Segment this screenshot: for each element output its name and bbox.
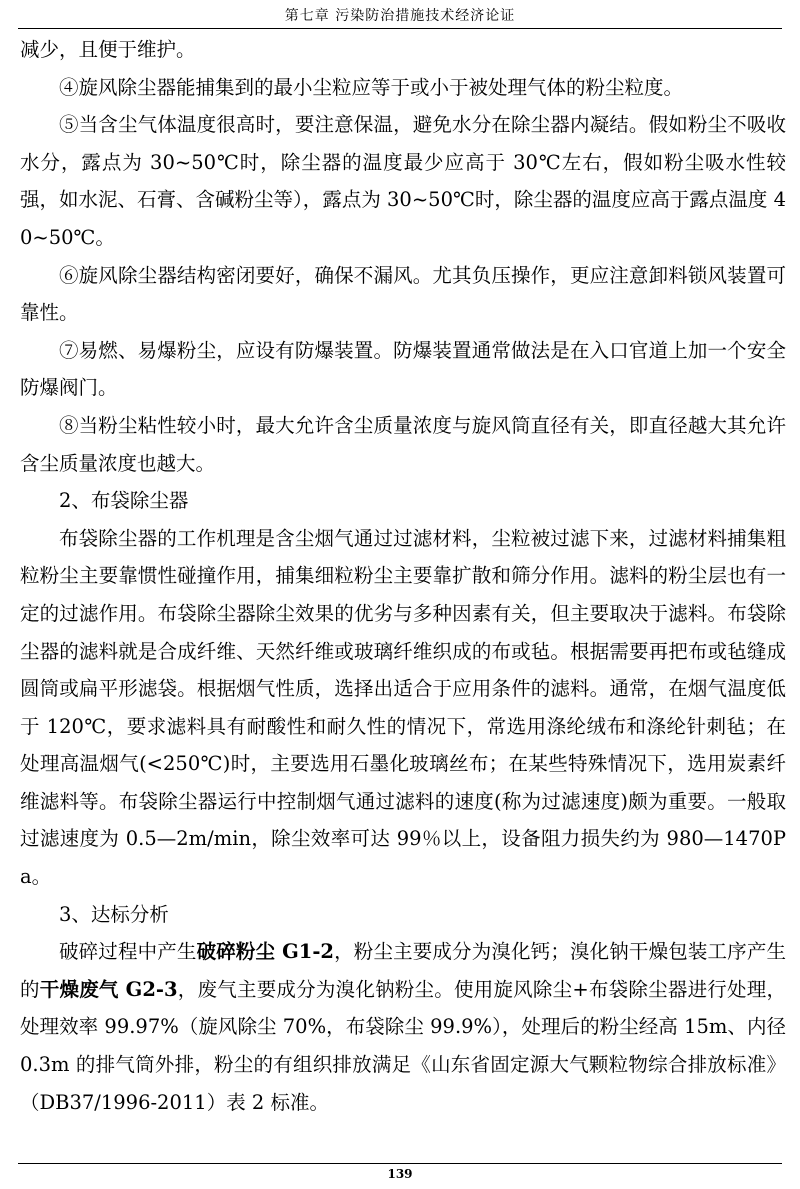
- section-heading-compliance: 3、达标分析: [59, 902, 169, 926]
- emission-source-g1-2: 破碎粉尘 G1-2: [196, 940, 334, 964]
- running-header: 第七章 污染防治措施技术经济论证: [18, 6, 782, 29]
- emission-source-g2-3: 干燥废气 G2-3: [39, 977, 178, 1001]
- page-number: 139: [387, 1167, 413, 1181]
- page-body: [20, 31, 786, 1121]
- paragraph-compliance: [20, 933, 786, 1121]
- paragraph-bag-filter: 布袋除尘器的工作机理是含尘烟气通过过滤材料，尘粒被过滤下来，过滤材料捕集粗粒粉尘主要靠惯性碰撞作用，捕集细粒粉尘主要靠扩散和筛分作用。滤料的粉尘层也有一定的过滤作用。布袋除尘器除尘效果的优劣与多种因素有关，但主要取决于滤料。布袋除尘器的滤料就是合成纤维、天然纤维或玻璃纤维织成的布或毡。根据需要再把布或毡缝成圆筒或扁平形滤袋。根据烟气性质，选择出适合于应用条件的滤料。通常，在烟气温度低于 120℃，要求滤料具有耐酸性和耐久性的情况下，常选用涤纶绒布和涤纶针刺毡；在处理高温烟气(<250℃)时，主要选用石墨化玻璃丝布；在某些特殊情况下，选用炭素纤维滤料等。布袋除尘器运行中控制烟气通过滤料的速度(称为过滤速度)颇为重要。一般取过滤速度为 0.5—2m/min，除尘效率可达 99％以上，设备阻力损失约为 980—1470Pa。: [20, 526, 786, 889]
- compliance-text-2: ，粉尘主要成分为溴化钙；溴化钠干燥包装工序产生的: [20, 940, 786, 1001]
- section-heading-bag-filter: 2、布袋除尘器: [59, 489, 189, 513]
- paragraph-item-5: ⑤当含尘气体温度很高时，要注意保温，避免水分在除尘器内凝结。假如粉尘不吸收水分，露点为 30~50℃时，除尘器的温度最少应高于 30℃左右，假如粉尘吸水性较强，如水泥、石膏、含碱粉尘等），露点为 30~50℃时，除尘器的温度应高于露点温度 40~50℃。: [20, 113, 786, 249]
- paragraph-item-6: ⑥旋风除尘器结构密闭要好，确保不漏风。尤其负压操作，更应注意卸料锁风装置可靠性。: [20, 263, 786, 325]
- paragraph-item-4: ④旋风除尘器能捕集到的最小尘粒应等于或小于被处理气体的粉尘粒度。: [59, 75, 684, 99]
- paragraph-item-8: ⑧当粉尘粘性较小时，最大允许含尘质量浓度与旋风筒直径有关，即直径越大其允许含尘质量浓度也越大。: [20, 413, 786, 475]
- compliance-text-1: 破碎过程中产生: [59, 940, 197, 964]
- compliance-text-3: ，废气主要成分为溴化钠粉尘。使用旋风除尘+布袋除尘器进行处理，处理效率 99.97%（旋风除尘 70%，布袋除尘 99.9%），处理后的粉尘经高 15m、内径 0.3m 的排气筒外排，粉尘的有组织排放满足《山东省固定源大气颗粒物综合排放标准》（DB37/1996-2011）表 2 标准。: [20, 977, 786, 1114]
- paragraph-item-7: ⑦易燃、易爆粉尘，应设有防爆装置。防爆装置通常做法是在入口官道上加一个安全防爆阀门。: [20, 338, 786, 400]
- paragraph-continuation: 减少，且便于维护。: [20, 38, 196, 61]
- footer-divider: [18, 1163, 782, 1164]
